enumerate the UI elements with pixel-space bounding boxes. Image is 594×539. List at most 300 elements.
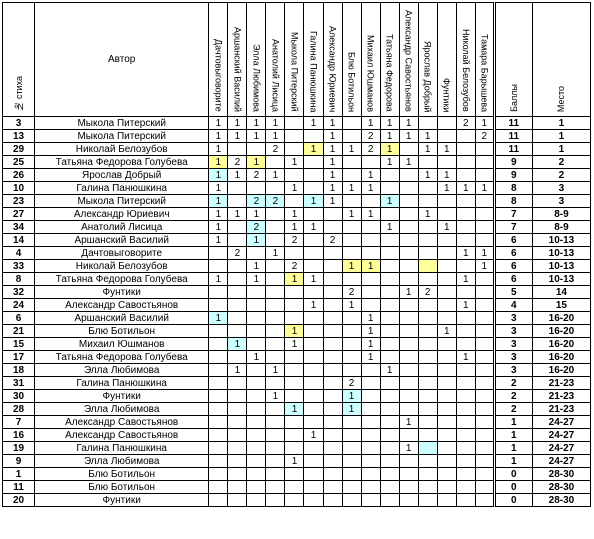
vote-cell: 1: [361, 325, 380, 338]
vote-cell: [342, 156, 361, 169]
vote-cell: [456, 156, 475, 169]
vote-cell: 2: [247, 169, 266, 182]
vote-cell: [437, 364, 456, 377]
header-judge-label: Николай Белозубов: [460, 29, 471, 112]
vote-cell: [209, 299, 228, 312]
vote-cell: [209, 260, 228, 273]
vote-cell: 2: [361, 130, 380, 143]
vote-cell: 1: [304, 195, 323, 208]
vote-cell: [437, 247, 456, 260]
vote-cell: [304, 338, 323, 351]
header-judge: [380, 3, 399, 117]
vote-cell: [304, 468, 323, 481]
vote-cell: [342, 325, 361, 338]
vote-cell: [437, 130, 456, 143]
vote-cell: [475, 377, 494, 390]
vote-cell: 1: [380, 143, 399, 156]
place-cell: 24-27: [532, 442, 590, 455]
vote-cell: 2: [361, 143, 380, 156]
table-row: [3, 338, 591, 351]
vote-cell: [342, 338, 361, 351]
vote-cell: [361, 364, 380, 377]
vote-cell: [475, 208, 494, 221]
author-name: Татьяна Федорова Голубева: [35, 156, 209, 169]
vote-cell: [209, 286, 228, 299]
vote-cell: [475, 338, 494, 351]
vote-cell: [456, 195, 475, 208]
vote-cell: [285, 169, 304, 182]
author-name: Ярослав Добрый: [35, 169, 209, 182]
vote-cell: 2: [247, 221, 266, 234]
vote-cell: [475, 442, 494, 455]
vote-cell: 1: [361, 117, 380, 130]
poem-number: 25: [3, 156, 35, 169]
vote-cell: [304, 455, 323, 468]
vote-cell: 1: [266, 117, 285, 130]
header-judge: [456, 3, 475, 117]
author-name: Дачтовыговорите: [35, 247, 209, 260]
vote-cell: [456, 468, 475, 481]
vote-cell: [399, 429, 418, 442]
vote-cell: [323, 364, 342, 377]
vote-cell: [475, 312, 494, 325]
vote-cell: [475, 299, 494, 312]
vote-cell: [380, 312, 399, 325]
vote-cell: [399, 481, 418, 494]
vote-cell: [418, 299, 437, 312]
vote-cell: 1: [456, 273, 475, 286]
header-judge-label: Ярослав Добрый: [422, 40, 433, 112]
vote-cell: [475, 390, 494, 403]
vote-cell: 2: [228, 156, 247, 169]
vote-cell: [456, 312, 475, 325]
vote-cell: [323, 455, 342, 468]
vote-cell: [399, 195, 418, 208]
vote-cell: [437, 429, 456, 442]
vote-cell: [475, 403, 494, 416]
table-row: [3, 494, 591, 507]
vote-cell: [380, 169, 399, 182]
header-judge-label: Татьяна Федорова: [384, 34, 395, 112]
vote-cell: 1: [399, 286, 418, 299]
vote-cell: [266, 221, 285, 234]
vote-cell: 2: [285, 234, 304, 247]
vote-cell: [247, 338, 266, 351]
author-name: Александр Юриевич: [35, 208, 209, 221]
vote-cell: [361, 494, 380, 507]
vote-cell: 1: [475, 247, 494, 260]
author-name: Татьяна Федорова Голубева: [35, 273, 209, 286]
vote-cell: [266, 325, 285, 338]
vote-cell: [323, 286, 342, 299]
vote-cell: 1: [380, 364, 399, 377]
vote-cell: [418, 494, 437, 507]
vote-cell: [228, 312, 247, 325]
vote-cell: [323, 351, 342, 364]
vote-cell: [266, 182, 285, 195]
vote-cell: [399, 273, 418, 286]
poem-number: 11: [3, 481, 35, 494]
vote-cell: [456, 169, 475, 182]
author-name: Александр Савостьянов: [35, 429, 209, 442]
author-name: Николай Белозубов: [35, 143, 209, 156]
place-cell: 24-27: [532, 429, 590, 442]
vote-cell: [475, 195, 494, 208]
score-cell: 2: [494, 390, 532, 403]
vote-cell: [247, 390, 266, 403]
vote-cell: [437, 195, 456, 208]
vote-cell: [456, 208, 475, 221]
vote-cell: [228, 286, 247, 299]
poem-number: 21: [3, 325, 35, 338]
vote-cell: 1: [380, 221, 399, 234]
table-row: [3, 182, 591, 195]
vote-cell: [304, 390, 323, 403]
vote-cell: 1: [418, 130, 437, 143]
vote-cell: [361, 468, 380, 481]
vote-cell: 1: [323, 156, 342, 169]
vote-cell: 1: [323, 195, 342, 208]
vote-cell: [437, 312, 456, 325]
vote-cell: 1: [285, 182, 304, 195]
poem-number: 4: [3, 247, 35, 260]
vote-cell: [323, 260, 342, 273]
vote-cell: [456, 390, 475, 403]
vote-cell: [380, 442, 399, 455]
place-cell: 16-20: [532, 351, 590, 364]
vote-cell: [209, 429, 228, 442]
vote-cell: [399, 377, 418, 390]
score-cell: 3: [494, 338, 532, 351]
vote-cell: 1: [209, 143, 228, 156]
vote-cell: [228, 221, 247, 234]
vote-cell: [266, 273, 285, 286]
vote-cell: [323, 481, 342, 494]
vote-cell: [247, 377, 266, 390]
header-judge-label: Тамара Барышева: [479, 33, 490, 112]
vote-cell: [266, 455, 285, 468]
header-judge: [399, 3, 418, 117]
score-cell: 3: [494, 351, 532, 364]
vote-cell: 2: [475, 130, 494, 143]
header-place-label: Место: [556, 85, 567, 112]
vote-cell: [342, 494, 361, 507]
vote-cell: [399, 390, 418, 403]
score-cell: 9: [494, 156, 532, 169]
vote-cell: [247, 429, 266, 442]
author-name: Фунтики: [35, 390, 209, 403]
vote-cell: 1: [285, 455, 304, 468]
vote-cell: [475, 364, 494, 377]
vote-cell: [380, 468, 399, 481]
vote-cell: [418, 481, 437, 494]
vote-cell: [361, 286, 380, 299]
vote-cell: 1: [304, 299, 323, 312]
poem-number: 6: [3, 312, 35, 325]
vote-cell: [209, 442, 228, 455]
table-row: [3, 442, 591, 455]
header-judge-label: Александр Савостьянов: [403, 10, 414, 112]
place-cell: 21-23: [532, 377, 590, 390]
vote-cell: 1: [209, 273, 228, 286]
score-cell: 5: [494, 286, 532, 299]
vote-cell: 1: [247, 156, 266, 169]
header-judge: [209, 3, 228, 117]
table-row: [3, 169, 591, 182]
vote-cell: [209, 416, 228, 429]
table-header: [3, 3, 591, 117]
vote-cell: 1: [266, 390, 285, 403]
author-name: Татьяна Федорова Голубева: [35, 351, 209, 364]
table-row: [3, 299, 591, 312]
header-judge-label: Аршанский Василий: [232, 26, 243, 112]
place-cell: 16-20: [532, 364, 590, 377]
place-cell: 24-27: [532, 416, 590, 429]
table-row: [3, 143, 591, 156]
header-judge: [304, 3, 323, 117]
vote-cell: [304, 364, 323, 377]
vote-cell: [456, 260, 475, 273]
vote-cell: [380, 494, 399, 507]
header-judge: [361, 3, 380, 117]
table-row: [3, 325, 591, 338]
vote-cell: 1: [399, 130, 418, 143]
vote-cell: 1: [209, 182, 228, 195]
vote-cell: 1: [209, 221, 228, 234]
vote-cell: [456, 325, 475, 338]
vote-cell: 1: [342, 299, 361, 312]
vote-cell: 1: [285, 221, 304, 234]
score-cell: 7: [494, 208, 532, 221]
vote-cell: 1: [304, 429, 323, 442]
vote-cell: 1: [456, 351, 475, 364]
vote-cell: [247, 364, 266, 377]
vote-cell: [266, 351, 285, 364]
vote-cell: [380, 325, 399, 338]
vote-cell: [380, 416, 399, 429]
vote-cell: 1: [266, 169, 285, 182]
score-cell: 0: [494, 494, 532, 507]
vote-cell: [247, 299, 266, 312]
vote-cell: [323, 468, 342, 481]
vote-cell: [209, 494, 228, 507]
vote-cell: [342, 130, 361, 143]
vote-cell: [342, 234, 361, 247]
vote-cell: 1: [266, 130, 285, 143]
vote-cell: [247, 143, 266, 156]
vote-cell: 1: [285, 403, 304, 416]
vote-cell: 1: [361, 260, 380, 273]
score-cell: 2: [494, 403, 532, 416]
vote-cell: [399, 260, 418, 273]
vote-cell: [285, 390, 304, 403]
author-name: Элла Любимова: [35, 403, 209, 416]
table-row: [3, 247, 591, 260]
header-score-label: Баллы: [508, 84, 519, 112]
vote-cell: [456, 130, 475, 143]
vote-cell: 1: [209, 234, 228, 247]
vote-cell: 1: [228, 169, 247, 182]
vote-cell: [418, 260, 437, 273]
vote-cell: [475, 429, 494, 442]
vote-cell: [209, 351, 228, 364]
vote-cell: 1: [285, 208, 304, 221]
vote-cell: [380, 299, 399, 312]
vote-cell: 1: [437, 143, 456, 156]
vote-cell: [418, 416, 437, 429]
vote-cell: 1: [475, 117, 494, 130]
vote-cell: 1: [475, 260, 494, 273]
poem-number: 26: [3, 169, 35, 182]
vote-cell: [399, 221, 418, 234]
score-cell: 7: [494, 221, 532, 234]
place-cell: 24-27: [532, 455, 590, 468]
vote-cell: [399, 169, 418, 182]
vote-cell: [342, 429, 361, 442]
vote-cell: [209, 247, 228, 260]
vote-cell: [323, 403, 342, 416]
vote-cell: [380, 234, 399, 247]
poem-number: 20: [3, 494, 35, 507]
vote-cell: 2: [266, 195, 285, 208]
vote-cell: [475, 273, 494, 286]
score-cell: 8: [494, 195, 532, 208]
vote-cell: [228, 455, 247, 468]
vote-cell: [361, 234, 380, 247]
author-name: Галина Панюшкина: [35, 377, 209, 390]
vote-cell: [323, 312, 342, 325]
poem-number: 13: [3, 130, 35, 143]
vote-cell: 2: [228, 247, 247, 260]
table-row: [3, 390, 591, 403]
vote-cell: [342, 312, 361, 325]
vote-cell: 1: [228, 117, 247, 130]
header-judge-label: Элла Любимова: [251, 44, 262, 112]
vote-cell: [247, 481, 266, 494]
vote-cell: [418, 338, 437, 351]
vote-cell: [399, 299, 418, 312]
vote-cell: [437, 273, 456, 286]
vote-cell: [399, 247, 418, 260]
vote-cell: [418, 325, 437, 338]
author-name: Элла Любимова: [35, 455, 209, 468]
author-name: Фунтики: [35, 286, 209, 299]
vote-cell: [247, 247, 266, 260]
vote-cell: [437, 286, 456, 299]
vote-cell: 1: [342, 390, 361, 403]
place-cell: 2: [532, 169, 590, 182]
vote-cell: [304, 442, 323, 455]
table-row: [3, 117, 591, 130]
header-judge: [285, 3, 304, 117]
vote-cell: 1: [209, 130, 228, 143]
vote-cell: 1: [418, 169, 437, 182]
vote-cell: [266, 208, 285, 221]
vote-cell: [380, 455, 399, 468]
table-row: [3, 416, 591, 429]
vote-cell: [247, 182, 266, 195]
poem-number: 27: [3, 208, 35, 221]
vote-cell: [475, 143, 494, 156]
vote-cell: [342, 442, 361, 455]
vote-cell: [475, 325, 494, 338]
author-name: Блю Ботильон: [35, 481, 209, 494]
author-name: Мыкола Питерский: [35, 195, 209, 208]
vote-cell: [228, 416, 247, 429]
place-cell: 1: [532, 143, 590, 156]
place-cell: 8-9: [532, 208, 590, 221]
vote-cell: 1: [285, 338, 304, 351]
table-row: [3, 195, 591, 208]
vote-cell: [399, 468, 418, 481]
vote-cell: [304, 377, 323, 390]
vote-cell: [361, 416, 380, 429]
place-cell: 2: [532, 156, 590, 169]
header-judge-label: Мыкола Питерский: [289, 32, 300, 112]
place-cell: 10-13: [532, 260, 590, 273]
vote-cell: [418, 273, 437, 286]
vote-cell: [380, 208, 399, 221]
vote-cell: [399, 455, 418, 468]
vote-cell: [456, 143, 475, 156]
vote-cell: 2: [456, 117, 475, 130]
table-row: [3, 481, 591, 494]
score-cell: 2: [494, 377, 532, 390]
vote-cell: [475, 494, 494, 507]
vote-cell: 1: [361, 169, 380, 182]
vote-cell: [285, 286, 304, 299]
header-judge-label: Блю Ботильон: [346, 51, 357, 112]
vote-cell: [304, 130, 323, 143]
table-row: [3, 351, 591, 364]
vote-cell: 2: [247, 195, 266, 208]
header-place: [532, 3, 590, 117]
vote-cell: [437, 481, 456, 494]
score-cell: 6: [494, 234, 532, 247]
vote-cell: [228, 494, 247, 507]
vote-cell: [361, 442, 380, 455]
vote-cell: [475, 455, 494, 468]
vote-cell: [342, 195, 361, 208]
score-cell: 6: [494, 273, 532, 286]
vote-cell: [437, 351, 456, 364]
vote-cell: [209, 468, 228, 481]
table-row: [3, 130, 591, 143]
place-cell: 3: [532, 195, 590, 208]
vote-cell: [361, 455, 380, 468]
vote-cell: [418, 442, 437, 455]
vote-cell: [323, 494, 342, 507]
vote-cell: [475, 221, 494, 234]
vote-cell: [304, 234, 323, 247]
vote-cell: [209, 325, 228, 338]
vote-cell: [418, 195, 437, 208]
vote-cell: 1: [399, 416, 418, 429]
vote-cell: 2: [342, 377, 361, 390]
vote-cell: [266, 286, 285, 299]
vote-cell: [304, 208, 323, 221]
poem-number: 18: [3, 364, 35, 377]
vote-cell: [456, 234, 475, 247]
vote-cell: [418, 390, 437, 403]
author-name: Мыкола Питерский: [35, 130, 209, 143]
vote-cell: [285, 468, 304, 481]
author-name: Михаил Юшманов: [35, 338, 209, 351]
vote-cell: [285, 130, 304, 143]
vote-cell: 2: [266, 143, 285, 156]
header-judge-label: Галина Панюшкина: [308, 30, 319, 112]
vote-cell: 1: [323, 117, 342, 130]
